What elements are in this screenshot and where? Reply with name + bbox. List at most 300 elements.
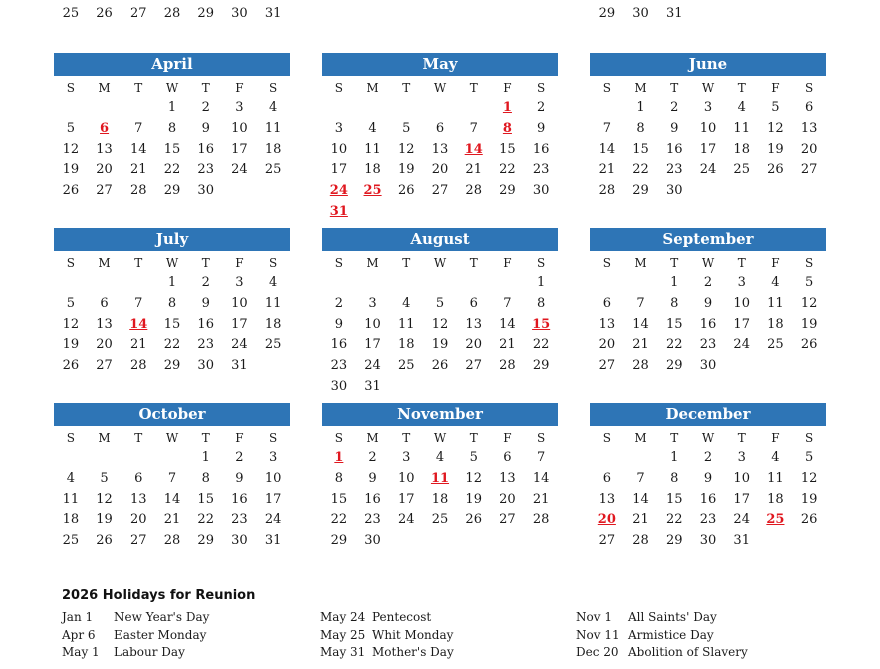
weekday-label: T bbox=[670, 256, 679, 270]
day-cell: 3 bbox=[703, 100, 713, 115]
holiday-name: Pentecost bbox=[372, 610, 432, 624]
weekday-label: M bbox=[634, 431, 647, 445]
day-cell: 22 bbox=[330, 512, 348, 528]
day-cell: 9 bbox=[537, 120, 546, 136]
day-cell: 14 bbox=[163, 491, 181, 507]
day-cell: 19 bbox=[96, 512, 113, 528]
weekday-label: S bbox=[334, 81, 343, 95]
day-cell: 13 bbox=[499, 470, 516, 486]
weekday-label: S bbox=[602, 256, 611, 270]
day-cell: 4 bbox=[771, 450, 780, 465]
day-cell: 6 bbox=[602, 470, 611, 486]
weekday-label: T bbox=[469, 81, 478, 95]
month-days-grid bbox=[322, 428, 558, 552]
holiday-column bbox=[320, 609, 454, 662]
empty-cell bbox=[322, 98, 356, 119]
day-cell: 6 bbox=[134, 470, 143, 486]
day-cell: 9 bbox=[670, 120, 679, 136]
day-cell: 8 bbox=[167, 295, 177, 311]
day-cell: 29 bbox=[163, 183, 181, 199]
previous-quarter-last-row-left bbox=[54, 6, 290, 26]
holiday-date: May 25 bbox=[320, 627, 366, 642]
day-cell: 10 bbox=[733, 295, 750, 311]
day-cell: 25 bbox=[431, 512, 449, 528]
day-cell: 20 bbox=[130, 512, 147, 528]
empty-cell bbox=[624, 448, 658, 469]
day-cell: 26 bbox=[96, 6, 113, 21]
day-cell: 9 bbox=[703, 470, 713, 486]
day-cell: 10 bbox=[231, 295, 248, 311]
holiday-date: Dec 20 bbox=[576, 645, 619, 659]
holiday-row bbox=[62, 644, 209, 662]
day-cell: 30 bbox=[330, 378, 348, 394]
day-cell: 30 bbox=[632, 6, 649, 21]
day-cell: 31 bbox=[264, 6, 282, 21]
weekday-label: S bbox=[269, 256, 278, 270]
empty-cell bbox=[423, 273, 457, 294]
day-cell: 29 bbox=[163, 358, 181, 374]
day-cell: 20 bbox=[465, 337, 482, 353]
empty-cell bbox=[88, 448, 122, 469]
weekday-label: M bbox=[634, 81, 647, 95]
day-cell: 26 bbox=[767, 162, 784, 178]
day-cell: 17 bbox=[330, 162, 348, 178]
day-cell: 8 bbox=[670, 295, 679, 311]
weekday-label: T bbox=[134, 81, 143, 95]
day-cell: 16 bbox=[666, 141, 683, 157]
day-cell: 11 bbox=[733, 120, 750, 136]
day-cell: 1 bbox=[636, 100, 645, 115]
day-cell: 27 bbox=[800, 162, 818, 178]
empty-cell bbox=[121, 273, 155, 294]
day-cell: 16 bbox=[699, 491, 717, 507]
day-cell: 10 bbox=[699, 120, 717, 136]
holiday-date: Nov 11 bbox=[576, 627, 620, 642]
day-cell: 11 bbox=[398, 316, 415, 332]
day-cell: 27 bbox=[431, 183, 449, 199]
day-cell: 3 bbox=[235, 100, 244, 115]
day-cell: 22 bbox=[499, 162, 516, 178]
day-cell: 30 bbox=[364, 533, 381, 549]
empty-cell bbox=[590, 273, 624, 294]
day-cell: 7 bbox=[134, 120, 143, 136]
weekday-label: T bbox=[737, 81, 746, 95]
day-cell: 6 bbox=[435, 120, 445, 136]
day-cell: 6 bbox=[469, 295, 478, 311]
weekday-label: W bbox=[165, 256, 179, 270]
holiday-column bbox=[576, 609, 748, 662]
holidays-title: 2026 Holidays for Reunion bbox=[62, 588, 256, 603]
day-cell: 23 bbox=[364, 512, 381, 528]
day-cell: 17 bbox=[264, 491, 282, 507]
day-cell: 21 bbox=[499, 337, 516, 353]
day-cell: 9 bbox=[368, 470, 377, 486]
day-cell: 7 bbox=[167, 470, 177, 486]
weekday-label: F bbox=[503, 81, 512, 95]
empty-cell bbox=[155, 448, 189, 469]
holiday-day-cell: 24 bbox=[329, 183, 348, 199]
day-cell: 3 bbox=[235, 275, 244, 290]
day-cell: 25 bbox=[264, 162, 282, 178]
day-cell: 15 bbox=[197, 491, 214, 507]
day-cell: 26 bbox=[800, 337, 818, 353]
day-cell: 18 bbox=[264, 316, 282, 332]
day-cell: 14 bbox=[499, 316, 516, 332]
weekday-label: S bbox=[805, 256, 814, 270]
weekday-label: S bbox=[537, 81, 546, 95]
day-cell: 19 bbox=[465, 491, 482, 507]
day-cell: 22 bbox=[197, 512, 214, 528]
day-cell: 11 bbox=[767, 470, 784, 486]
day-cell: 30 bbox=[699, 533, 717, 549]
weekday-label: S bbox=[602, 431, 611, 445]
day-cell: 31 bbox=[666, 6, 683, 21]
day-cell: 30 bbox=[532, 183, 550, 199]
day-cell: 2 bbox=[537, 100, 546, 115]
holiday-name: Armistice Day bbox=[628, 627, 714, 642]
day-cell: 7 bbox=[636, 295, 645, 311]
holiday-row bbox=[320, 609, 454, 627]
day-cell: 11 bbox=[767, 295, 784, 311]
day-cell: 10 bbox=[364, 316, 381, 332]
day-cell: 26 bbox=[465, 512, 482, 528]
weekday-label: S bbox=[334, 431, 343, 445]
month-august bbox=[322, 228, 558, 398]
weekday-label: F bbox=[771, 256, 780, 270]
weekday-label: S bbox=[66, 256, 75, 270]
empty-cell bbox=[322, 273, 356, 294]
day-cell: 7 bbox=[602, 120, 611, 136]
holiday-day-cell: 8 bbox=[502, 120, 512, 136]
day-cell: 27 bbox=[96, 183, 113, 199]
day-cell: 8 bbox=[670, 470, 679, 486]
day-cell: 2 bbox=[334, 295, 343, 311]
day-cell: 16 bbox=[330, 337, 348, 353]
day-cell: 5 bbox=[66, 120, 75, 136]
weekday-label: M bbox=[366, 256, 379, 270]
day-cell: 10 bbox=[398, 470, 415, 486]
day-cell: 22 bbox=[666, 512, 683, 528]
weekday-label: T bbox=[469, 256, 478, 270]
day-cell: 25 bbox=[62, 6, 80, 21]
weekday-label: W bbox=[701, 81, 715, 95]
day-cell: 17 bbox=[699, 141, 717, 157]
day-cell: 23 bbox=[197, 162, 214, 178]
day-cell: 25 bbox=[264, 337, 282, 353]
month-header: November bbox=[322, 403, 558, 426]
day-cell: 17 bbox=[733, 491, 750, 507]
day-cell: 25 bbox=[398, 358, 415, 374]
day-cell: 12 bbox=[767, 120, 784, 136]
month-header: August bbox=[322, 228, 558, 251]
day-cell: 29 bbox=[632, 183, 649, 199]
day-cell: 12 bbox=[800, 295, 818, 311]
day-cell: 24 bbox=[733, 512, 750, 528]
month-april bbox=[54, 53, 290, 202]
day-cell: 24 bbox=[398, 512, 415, 528]
day-cell: 18 bbox=[767, 316, 784, 332]
day-cell: 5 bbox=[771, 100, 780, 115]
empty-cell bbox=[356, 273, 390, 294]
weekday-label: F bbox=[235, 431, 244, 445]
empty-cell bbox=[624, 273, 658, 294]
holiday-row bbox=[320, 644, 454, 662]
empty-cell bbox=[88, 273, 122, 294]
month-july bbox=[54, 228, 290, 377]
day-cell: 24 bbox=[733, 337, 750, 353]
month-days-grid bbox=[54, 78, 290, 202]
day-cell: 8 bbox=[167, 120, 177, 136]
holiday-name: Easter Monday bbox=[114, 627, 207, 642]
day-cell: 31 bbox=[264, 533, 282, 549]
day-cell: 26 bbox=[96, 533, 113, 549]
weekday-label: W bbox=[433, 81, 447, 95]
day-cell: 8 bbox=[636, 120, 645, 136]
day-cell: 9 bbox=[201, 120, 210, 136]
weekday-label: F bbox=[235, 81, 244, 95]
day-cell: 28 bbox=[163, 6, 181, 21]
weekday-label: T bbox=[134, 431, 143, 445]
holiday-date: May 31 bbox=[320, 645, 366, 659]
weekday-label: W bbox=[701, 256, 715, 270]
day-cell: 20 bbox=[431, 162, 449, 178]
day-cell: 6 bbox=[602, 295, 611, 311]
day-cell: 26 bbox=[62, 358, 80, 374]
empty-cell bbox=[389, 273, 423, 294]
holiday-day-cell: 6 bbox=[100, 120, 110, 136]
day-cell: 5 bbox=[805, 275, 814, 290]
weekday-label: M bbox=[366, 81, 379, 95]
day-cell: 4 bbox=[737, 100, 746, 115]
day-cell: 11 bbox=[264, 295, 282, 311]
holiday-day-cell: 1 bbox=[334, 450, 344, 465]
day-cell: 27 bbox=[465, 358, 482, 374]
day-cell: 3 bbox=[737, 450, 746, 465]
day-cell: 29 bbox=[666, 533, 683, 549]
day-cell: 24 bbox=[699, 162, 717, 178]
weekday-label: W bbox=[165, 81, 179, 95]
day-cell: 6 bbox=[100, 295, 109, 311]
weekday-label: W bbox=[165, 431, 179, 445]
day-cell: 7 bbox=[537, 450, 546, 465]
holiday-row bbox=[320, 627, 454, 645]
day-cell: 20 bbox=[499, 491, 516, 507]
day-cell: 19 bbox=[800, 316, 818, 332]
day-cell: 25 bbox=[733, 162, 750, 178]
weekday-label: S bbox=[66, 81, 75, 95]
day-cell: 26 bbox=[800, 512, 818, 528]
weekday-label: T bbox=[670, 81, 679, 95]
day-cell: 20 bbox=[96, 337, 113, 353]
day-cell: 2 bbox=[201, 275, 210, 290]
day-cell: 29 bbox=[598, 6, 616, 21]
holiday-day-cell: 14 bbox=[129, 316, 148, 332]
day-cell: 25 bbox=[62, 533, 80, 549]
month-days-grid bbox=[590, 428, 826, 552]
weekday-label: F bbox=[503, 256, 512, 270]
day-cell: 14 bbox=[532, 470, 550, 486]
weekday-label: T bbox=[737, 256, 746, 270]
day-cell: 14 bbox=[130, 141, 147, 157]
month-header: September bbox=[590, 228, 826, 251]
day-cell: 5 bbox=[66, 295, 75, 311]
day-cell: 15 bbox=[666, 491, 683, 507]
day-cell: 22 bbox=[532, 337, 550, 353]
day-cell: 16 bbox=[231, 491, 248, 507]
weekday-label: S bbox=[269, 431, 278, 445]
day-cell: 1 bbox=[537, 275, 546, 290]
weekday-label: F bbox=[235, 256, 244, 270]
day-cell: 21 bbox=[632, 337, 649, 353]
day-cell: 29 bbox=[532, 358, 550, 374]
day-cell: 29 bbox=[330, 533, 348, 549]
day-cell: 5 bbox=[805, 450, 814, 465]
day-cell: 15 bbox=[632, 141, 649, 157]
holiday-day-cell: 31 bbox=[329, 203, 348, 219]
day-cell: 5 bbox=[100, 470, 109, 486]
day-cell: 15 bbox=[163, 141, 181, 157]
day-cell: 24 bbox=[364, 358, 381, 374]
day-cell: 4 bbox=[368, 120, 377, 136]
month-days-grid bbox=[590, 78, 826, 202]
day-cell: 18 bbox=[431, 491, 449, 507]
day-cell: 17 bbox=[231, 316, 248, 332]
weekday-label: W bbox=[433, 256, 447, 270]
day-cell: 29 bbox=[666, 358, 683, 374]
day-cell: 4 bbox=[402, 295, 411, 311]
day-cell: 5 bbox=[469, 450, 478, 465]
day-cell: 7 bbox=[134, 295, 143, 311]
month-header: April bbox=[54, 53, 290, 76]
day-cell: 14 bbox=[598, 141, 616, 157]
day-cell: 20 bbox=[96, 162, 113, 178]
day-cell: 3 bbox=[402, 450, 411, 465]
day-cell: 25 bbox=[767, 337, 784, 353]
day-cell: 20 bbox=[598, 337, 616, 353]
day-cell: 13 bbox=[465, 316, 482, 332]
empty-cell bbox=[121, 98, 155, 119]
empty-cell bbox=[54, 273, 88, 294]
day-cell: 31 bbox=[733, 533, 750, 549]
day-cell: 4 bbox=[66, 470, 75, 486]
holiday-day-cell: 1 bbox=[502, 100, 512, 115]
day-cell: 13 bbox=[96, 141, 113, 157]
day-cell: 29 bbox=[499, 183, 516, 199]
day-cell: 3 bbox=[737, 275, 746, 290]
weekday-label: F bbox=[503, 431, 512, 445]
holiday-day-cell: 14 bbox=[464, 141, 483, 157]
month-december bbox=[590, 403, 826, 552]
day-cell: 22 bbox=[632, 162, 649, 178]
day-cell: 27 bbox=[598, 533, 616, 549]
empty-cell bbox=[54, 98, 88, 119]
holiday-row bbox=[576, 644, 748, 662]
day-cell: 26 bbox=[431, 358, 449, 374]
day-cell: 14 bbox=[632, 491, 649, 507]
empty-cell bbox=[590, 98, 624, 119]
day-cell: 24 bbox=[231, 337, 248, 353]
month-header: October bbox=[54, 403, 290, 426]
day-cell: 23 bbox=[197, 337, 214, 353]
month-days-grid bbox=[322, 78, 558, 223]
weekday-label: T bbox=[402, 81, 411, 95]
weekday-label: M bbox=[98, 431, 111, 445]
day-cell: 16 bbox=[197, 316, 214, 332]
holiday-name: Labour Day bbox=[114, 645, 185, 659]
day-cell: 4 bbox=[269, 275, 278, 290]
day-cell: 12 bbox=[62, 141, 80, 157]
holidays-list bbox=[62, 588, 862, 669]
month-days-grid bbox=[54, 253, 290, 377]
day-cell: 11 bbox=[364, 141, 381, 157]
empty-cell bbox=[457, 98, 491, 119]
day-cell: 27 bbox=[96, 358, 113, 374]
day-cell: 5 bbox=[402, 120, 411, 136]
day-cell: 23 bbox=[699, 512, 717, 528]
day-cell: 28 bbox=[130, 358, 147, 374]
day-cell: 23 bbox=[666, 162, 683, 178]
day-cell: 23 bbox=[330, 358, 348, 374]
holiday-day-cell: 11 bbox=[430, 470, 450, 486]
empty-cell bbox=[491, 273, 525, 294]
day-cell: 16 bbox=[364, 491, 381, 507]
empty-cell bbox=[356, 98, 390, 119]
holiday-date: May 1 bbox=[62, 645, 100, 659]
weekday-label: T bbox=[402, 256, 411, 270]
day-cell: 22 bbox=[666, 337, 683, 353]
weekday-label: S bbox=[269, 81, 278, 95]
weekday-label: S bbox=[537, 431, 546, 445]
holiday-name: All Saints' Day bbox=[628, 610, 717, 624]
day-cell: 17 bbox=[398, 491, 415, 507]
weekday-label: M bbox=[98, 256, 111, 270]
day-cell: 28 bbox=[130, 183, 147, 199]
day-cell: 5 bbox=[435, 295, 445, 311]
day-cell: 10 bbox=[733, 470, 750, 486]
day-cell: 28 bbox=[163, 533, 181, 549]
empty-cell bbox=[389, 98, 423, 119]
day-cell: 21 bbox=[130, 162, 147, 178]
day-cell: 27 bbox=[598, 358, 616, 374]
day-cell: 18 bbox=[767, 491, 784, 507]
day-cell: 1 bbox=[201, 450, 210, 465]
day-cell: 3 bbox=[269, 450, 278, 465]
day-cell: 27 bbox=[499, 512, 516, 528]
day-cell: 30 bbox=[231, 533, 248, 549]
day-cell: 21 bbox=[532, 491, 550, 507]
day-cell: 13 bbox=[130, 491, 147, 507]
month-november bbox=[322, 403, 558, 552]
empty-cell bbox=[121, 448, 155, 469]
holiday-row bbox=[576, 609, 748, 627]
weekday-label: T bbox=[134, 256, 143, 270]
day-cell: 6 bbox=[503, 450, 512, 465]
day-cell: 7 bbox=[469, 120, 478, 136]
day-cell: 28 bbox=[532, 512, 550, 528]
day-cell: 30 bbox=[699, 358, 717, 374]
day-cell: 11 bbox=[62, 491, 80, 507]
day-cell: 29 bbox=[197, 6, 214, 21]
empty-cell bbox=[590, 448, 624, 469]
day-cell: 18 bbox=[398, 337, 415, 353]
holiday-day-cell: 15 bbox=[532, 316, 551, 332]
day-cell: 23 bbox=[532, 162, 550, 178]
day-cell: 2 bbox=[235, 450, 244, 465]
month-header: July bbox=[54, 228, 290, 251]
day-cell: 18 bbox=[62, 512, 80, 528]
day-cell: 9 bbox=[235, 470, 244, 486]
day-cell: 30 bbox=[197, 183, 214, 199]
